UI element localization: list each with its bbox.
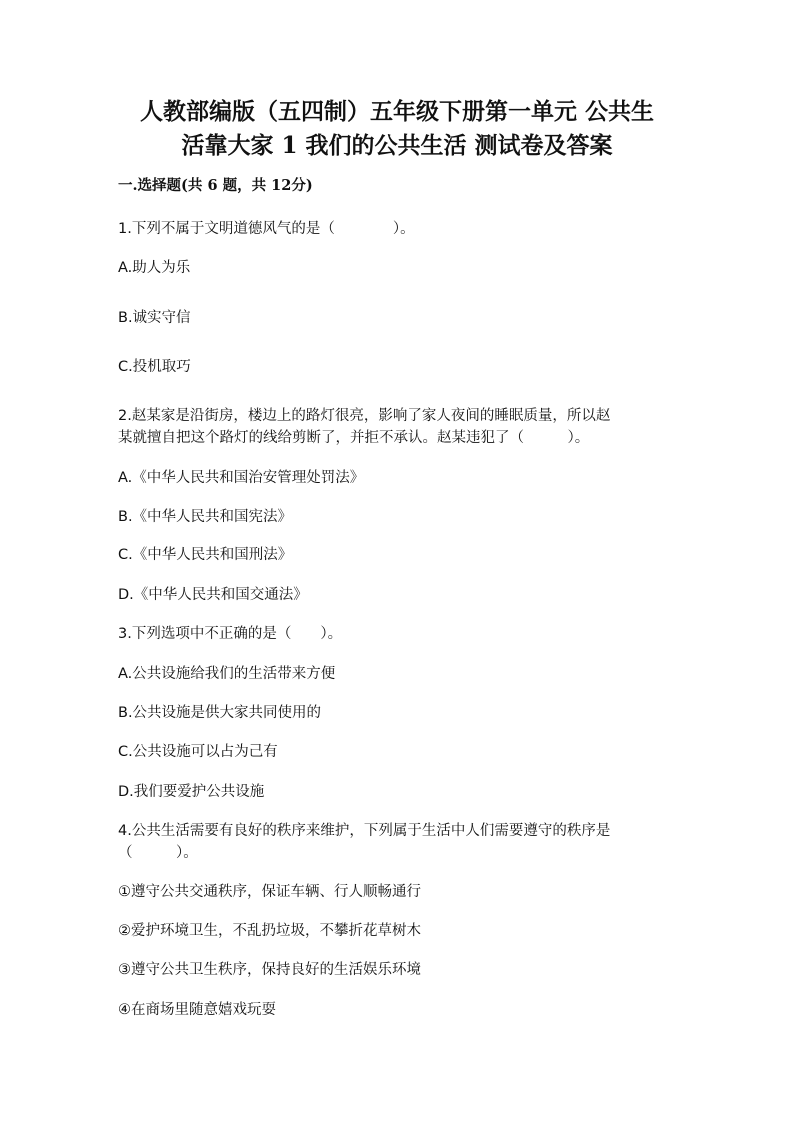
question-1-option-a: A.助人为乐 — [118, 260, 191, 276]
question-3-stem: 3.下列选项中不正确的是（ ）。 — [118, 626, 343, 642]
question-3-option-a: A.公共设施给我们的生活带来方便 — [118, 666, 336, 682]
question-3-option-c: C.公共设施可以占为己有 — [118, 744, 278, 760]
question-2-stem-line-2: 某就擅自把这个路灯的线给剪断了，并拒不承认。赵某违犯了（ ）。 — [118, 430, 590, 446]
question-4-item-1: ①遵守公共交通秩序，保证车辆、行人顺畅通行 — [118, 884, 421, 900]
question-4-stem-line-2: （ ）。 — [118, 845, 198, 861]
question-2-option-c: C.《中华人民共和国刑法》 — [118, 547, 293, 563]
title-line-2: 活靠大家 1 我们的公共生活 测试卷及答案 — [181, 132, 613, 159]
question-1-option-b: B.诚实守信 — [118, 310, 191, 326]
question-4-item-3: ③遵守公共卫生秩序，保持良好的生活娱乐环境 — [118, 962, 421, 978]
title-line-1: 人教部编版（五四制）五年级下册第一单元 公共生 — [139, 98, 654, 125]
question-4-item-4: ④在商场里随意嬉戏玩耍 — [118, 1002, 276, 1018]
question-2-stem-line-1: 2.赵某家是沿街房，楼边上的路灯很亮，影响了家人夜间的睡眠质量，所以赵 — [118, 408, 611, 424]
section-heading: 一.选择题(共 6 题，共 12分) — [118, 177, 313, 194]
question-1-option-c: C.投机取巧 — [118, 359, 191, 375]
question-1-stem: 1.下列不属于文明道德风气的是（ ）。 — [118, 221, 415, 237]
question-2-option-b: B.《中华人民共和国宪法》 — [118, 509, 293, 525]
question-4-item-2: ②爱护环境卫生，不乱扔垃圾，不攀折花草树木 — [118, 923, 421, 939]
question-4-stem-line-1: 4.公共生活需要有良好的秩序来维护，下列属于生活中人们需要遵守的秩序是 — [118, 823, 611, 839]
question-3-option-b: B.公共设施是供大家共同使用的 — [118, 705, 322, 721]
document-title — [110, 95, 684, 163]
question-3-option-d: D.我们要爱护公共设施 — [118, 784, 265, 800]
question-2-option-a: A.《中华人民共和国治安管理处罚法》 — [118, 470, 365, 486]
question-2-option-d: D.《中华人民共和国交通法》 — [118, 587, 308, 603]
